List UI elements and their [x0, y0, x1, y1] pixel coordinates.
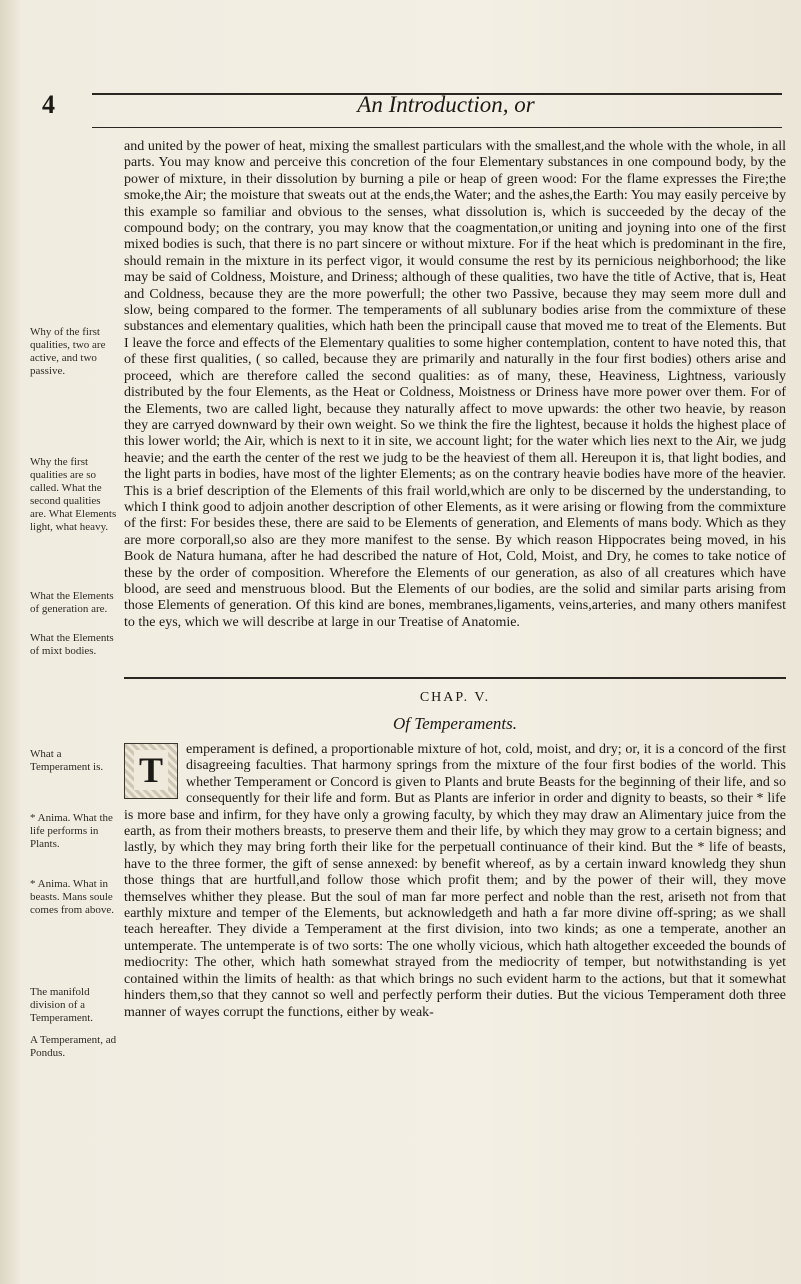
margin-note: * Anima. What the life performs in Plants. — [30, 812, 113, 850]
margin-note: What the Elements of generation are. — [30, 590, 114, 615]
margin-note: * Anima. What in beasts. Mans soule comes from above. — [30, 878, 114, 916]
margin-note: What a Temperament is. — [30, 748, 104, 773]
margin-note: A Temperament, ad Pondus. — [30, 1034, 117, 1059]
head-rule — [92, 127, 782, 128]
paragraph-text: and united by the power of heat, mixing the smallest particulars with the smallest,and the whole with the whole, in all parts. You may know and perceive this concretion of the four Elementary substances in one compound body, by the power of mixture, in their dissolution by burning a pile or heap of green wood: For the flame expresses the Fire;the smoke,the Air; the moisture that sweats out at the ends,the Water; and the ashes,the Earth: You may easily perceive by this example so familiar and obvious to the senses, what dissolution is, which is succeeded by the decay of the compound body; on the contrary, you may know that the coagmentation,or uniting and joyning into one of the first mixed bodies is such, that there is no part sincere or without mixture. For if the heat which is predominant in the fire, should remain in the mixture in its perfect vigor, it would consume the rest by its pernicious neighborhood; the like may be said of Coldness, Moisture, and Driness; although of these qualities, two have the title of Active, that is, Heat and Coldness, because they are the more powerfull; the other two Passive, because they may seem more dull and slow, being compared to the former. The temperaments of all sublunary bodies arise from the commixture of these substances and elementary qualities, which hath been the principall cause that moved me to treat of the Elements. But I leave the force and effects of the Elementary qualities to some higher contemplation, content to have noted this, that of these first qualities, ( so called, because they are primarily and naturally in the four first bodies) others arise and proceed, which are therefore called the second qualities: as of many, these, Heaviness, Lightness, variously distributed by the four Elements, as the Heat or Coldness, Moistness or Driness have more power over them. For of the Elements, two are called light, because they naturally affect to move upwards: the other two heavie, by reason they are carryed downward by their own weight. So we think the fire the lightest, because it holds the highest place of this lower world; the Air, which is next to it in site, we account light; for the water which lies next to the Air, we judg heavie; and the earth the center of the rest we judg to be the heaviest of them all. Hereupon it is, that light bodies, and the light parts in bodies, have most of the lighter Elements; as on the contrary heavie bodies have more of the heavier. This is a brief description of the Elements of this frail world,which are only to be discerned by the understanding, to which I think good to adjoin another description of other Elements, as it were arising or flowing from the commixture of the first: For besides these, there are said to be Elements of generation, and Elements of mans body. Which as they are more corporall,so also are they more manifest to the sense. By which reason Hippocrates being moved, in his Book de Natura humana, after he had described the nature of Hot, Cold, Moist, and Dry, he comes to take notice of these by the order of composition. Wherefore the Elements of our generation, as also of all creatures which have blood, are seed and menstruous blood. But the Elements of our bodies, are the solid and similar parts arising from those Elements of generation. Of this kind are bones, membranes,ligaments, veins,arteries, and many others manifest to the eys, which we will describe at large in our Treatise of Anatomie. — [124, 139, 786, 630]
chapter-title: CHAP. V. — [419, 690, 491, 705]
chapter-text: emperament is defined, a proportionable mixture of hot, cold, moist, and dry; or, it is a concord of the first disagreeing faculties. That harmony springs from the mixture of the four first bodies of the world. This whether Temperament or Concord is given to Plants and brute Beasts for the beginning of their life, and so consequently for their life and form. But as Plants are inferior in order and dignity to beasts, so their * life is more base and infirm, for they have only a growing faculty, by which they may draw an Alimentary juice from the earth, as from their mothers breasts, to preserve them and their life, by which they may grow to a certain bigness; and lastly, by which they may bring forth their like for the perpetuall continuance of their kind. But the * life of beasts, have to the three former, the gift of sense annexed: by benefit whereof, as by a certain inward knowledg they shun those things that are hurtfull,and follow those which profit them; and by the power of their will, they move themselves whither they please. But the soul of man far more perfect and noble than the rest, ariseth not from that earthly mixture and temper of the Elements, but acknowledgeth and hath a far more divine off-spring; as we shall teach hereafter. They divide a Temperament at the first division, into two kinds; as one a temperate, another an untemperate. The untemperate is of two sorts: The one wholly vicious, which hath altogether exceeded the bounds of mediocrity: The other, which hath somewhat strayed from the mediocrity of temper, but notwithstanding is yet contained within the limits of health: as that which brings no such evident harm to the actions, but that it somewhat hinders them,so that they cannot so well and perfectly perform their duties. But the vicious Temperament doth three manner of wayes corrupt the functions, either by weak- — [124, 742, 786, 1020]
chapter-rule — [124, 677, 786, 679]
running-head: An Introduction, or — [357, 92, 535, 117]
margin-note: Why the first qualities are so called. What the second qualities are. What Elements light, what heavy. — [30, 456, 117, 533]
chapter-body — [124, 742, 786, 1021]
main-paragraph — [124, 139, 786, 631]
chapter-subtitle: Of Temperaments. — [392, 714, 518, 733]
margin-note: What the Elements of mixt bodies. — [30, 632, 114, 657]
margin-note: The manifold division of a Temperament. — [30, 986, 94, 1024]
page-number: 4 — [42, 90, 55, 119]
decorated-initial — [124, 743, 178, 799]
margin-note: Why of the first qualities, two are active, and two passive. — [30, 326, 106, 377]
initial-letter: T — [134, 750, 168, 790]
